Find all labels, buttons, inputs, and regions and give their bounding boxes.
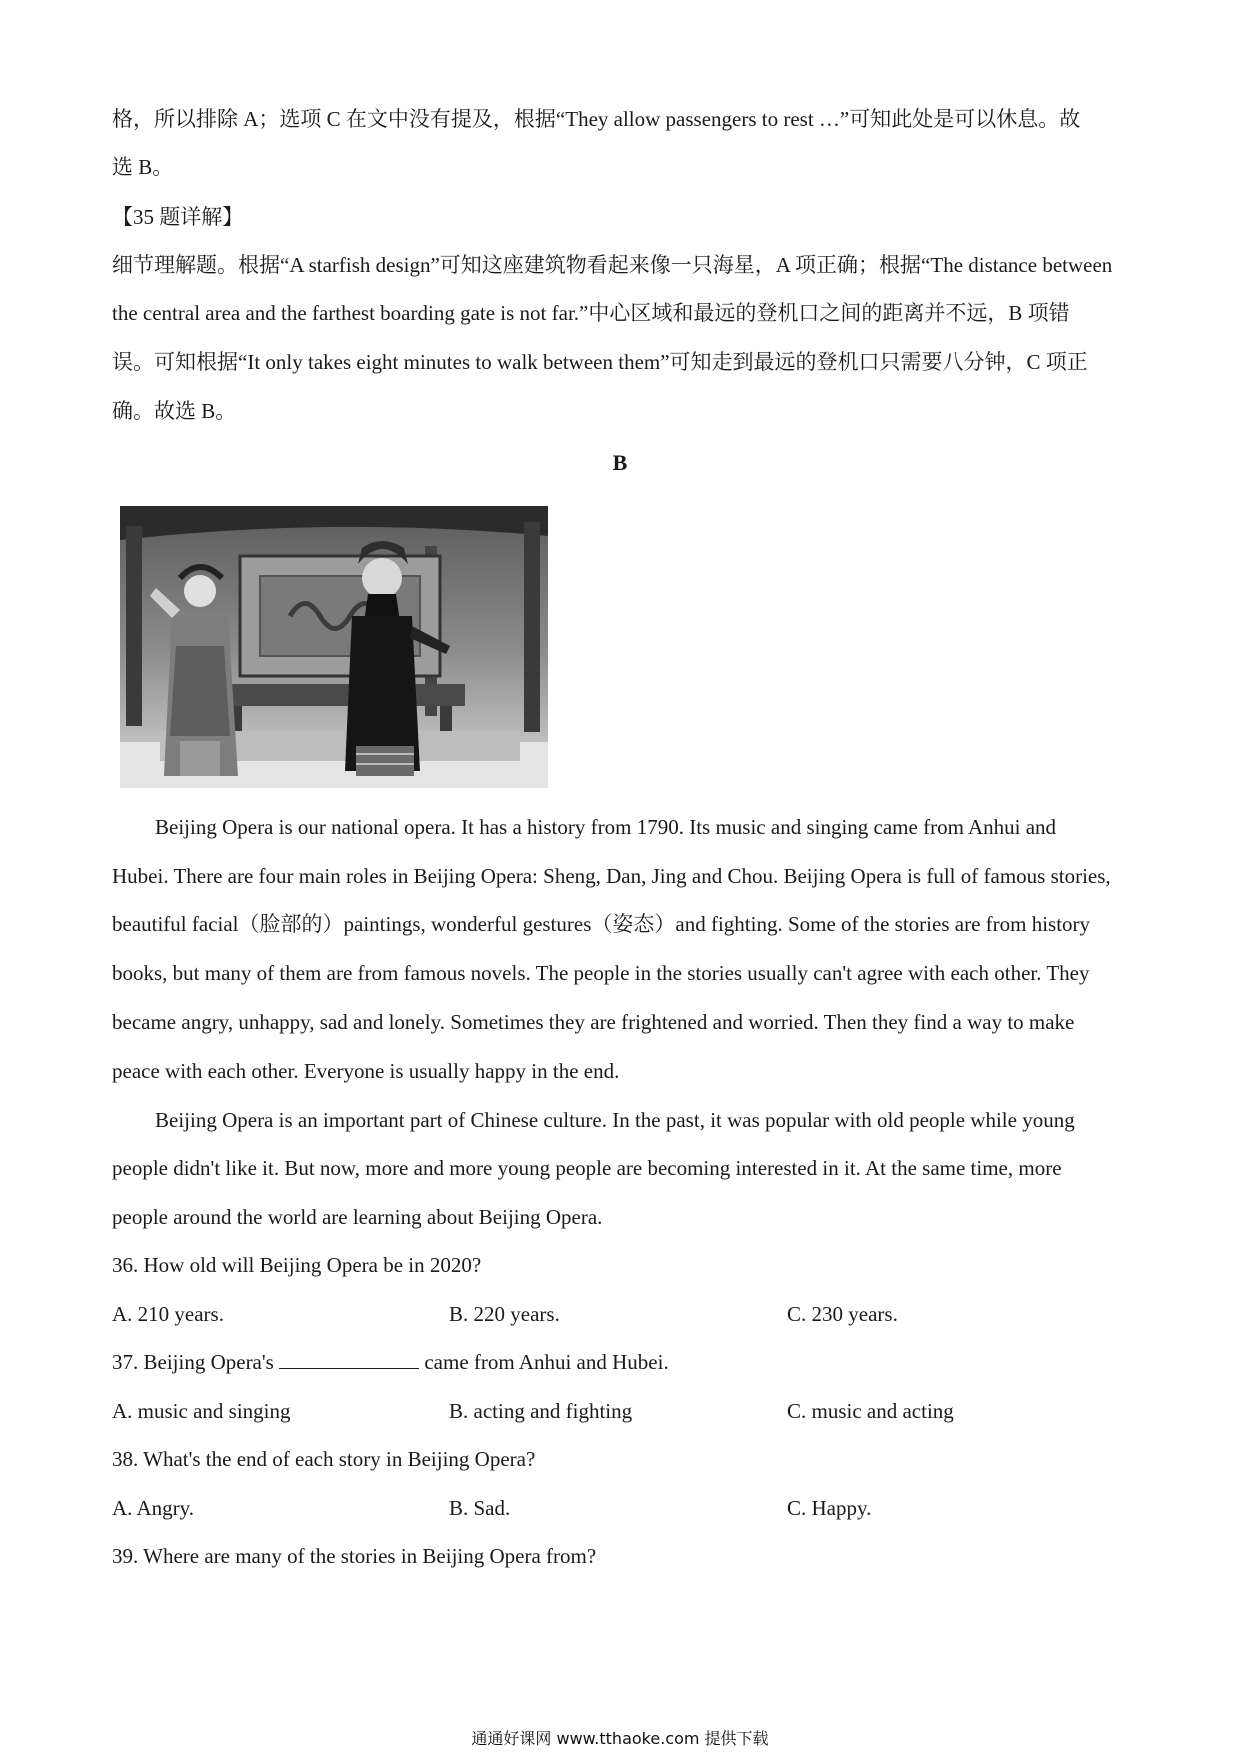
passage-line: books, but many of them are from famous novels. The people in the stories usually can't agree with each other. They [112,961,1090,985]
explanation-line: the central area and the farthest boarding gate is not far.”中心区域和最远的登机口之间的距离并不远，B 项错 [112,301,1070,325]
passage-line: Beijing Opera is our national opera. It has a history from 1790. Its music and singing came from Anhui and [155,815,1057,839]
opera-photo [120,506,548,788]
passage-line: beautiful facial（脸部的）paintings, wonderful gestures（姿态）and fighting. Some of the stories are from history [112,912,1091,936]
answer-blank [279,1348,419,1369]
question-37-stem-start: 37. Beijing Opera's [112,1350,274,1374]
question-36-stem: 36. How old will Beijing Opera be in 2020? [112,1253,482,1277]
passage-line: people didn't like it. But now, more and more young people are becoming interested in it. At the same time, more [112,1156,1062,1180]
question-36-option-c: C. 230 years. [787,1302,898,1326]
question-37-option-b: B. acting and fighting [449,1399,633,1423]
explanation-line: 细节理解题。根据“A starfish design”可知这座建筑物看起来像一只海星，A 项正确；根据“The distance between [112,253,1113,277]
question-39-stem: 39. Where are many of the stories in Beijing Opera from? [112,1544,597,1568]
passage-line: peace with each other. Everyone is usually happy in the end. [112,1059,620,1083]
question-37-stem [112,1348,1132,1376]
passage-line: Hubei. There are four main roles in Beijing Opera: Sheng, Dan, Jing and Chou. Beijing Opera is full of famous stories, [112,864,1111,888]
explanation-line: 格，所以排除 A；选项 C 在文中没有提及，根据“They allow passengers to rest …”可知此处是可以休息。故 [112,107,1081,131]
passage-line: Beijing Opera is an important part of Chinese culture. In the past, it was popular with old people while young [155,1108,1075,1132]
question-38-stem: 38. What's the end of each story in Beijing Opera? [112,1447,536,1471]
explanation-line: 误。可知根据“It only takes eight minutes to walk between them”可知走到最远的登机口只需要八分钟，C 项正 [112,350,1088,374]
question-37-option-a: A. music and singing [112,1399,291,1423]
explanation-line: 选 B。 [112,155,174,179]
question-37-stem-end: came from Anhui and Hubei. [424,1350,669,1374]
passage-line: became angry, unhappy, sad and lonely. Sometimes they are frightened and worried. Then they find a way to make [112,1010,1075,1034]
question-36-option-a: A. 210 years. [112,1302,224,1326]
passage-line: people around the world are learning about Beijing Opera. [112,1205,603,1229]
question-35-heading: 【35 题详解】 [112,205,244,229]
explanation-line: 确。故选 B。 [112,399,237,423]
question-38-option-b: B. Sad. [449,1496,511,1520]
question-38-option-a: A. Angry. [112,1496,195,1520]
page-footer: 通通好课网 www.tthaoke.com 提供下载 [471,1729,769,1748]
question-36-option-b: B. 220 years. [449,1302,560,1326]
question-37-option-c: C. music and acting [787,1399,954,1423]
section-title: B [612,450,628,475]
question-38-option-c: C. Happy. [787,1496,872,1520]
